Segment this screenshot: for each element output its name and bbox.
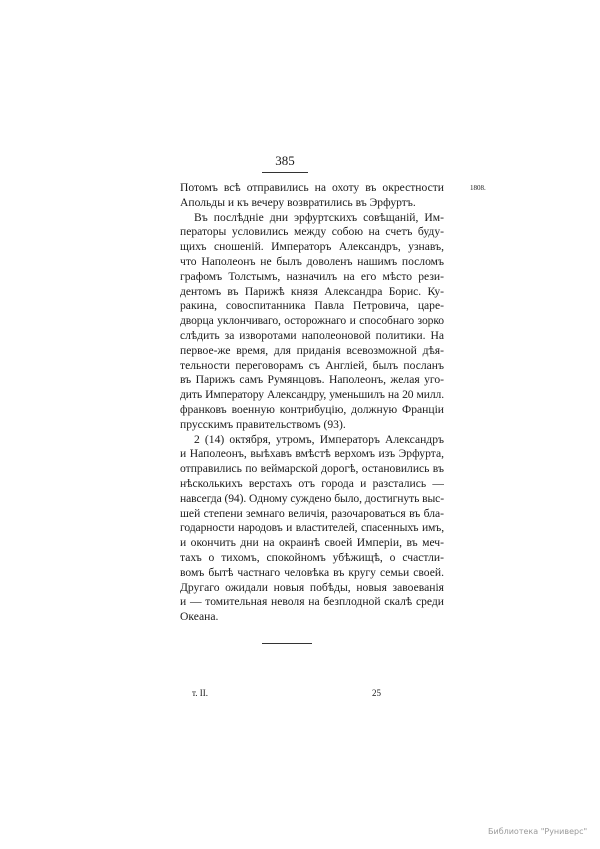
text-line: графомъ Толстымъ, назначилъ на его мѣсто рези- <box>180 269 444 283</box>
text-line: первое-же время, для приданія всевозможной дѣя- <box>180 343 444 357</box>
text-line: Другаго ожидали новыя побѣды, новыя завоеванія <box>180 580 444 594</box>
text-line: прусскимъ правительствомъ (93). <box>180 417 346 431</box>
text-line: Апольды и къ вечеру возвратились въ Эрфуртъ. <box>180 195 416 209</box>
footer-volume: т. II. <box>192 688 209 698</box>
text-line: дворца уклончиваго, осторожнаго и способнаго зорко <box>180 314 444 328</box>
text-line: 2 (14) октября, утромъ, Императоръ Александръ <box>194 432 444 446</box>
text-line: и — томительная неволя на безплодной скалѣ среди <box>180 595 444 609</box>
text-line: дентомъ въ Парижѣ князя Александра Борис. Ку- <box>180 284 444 298</box>
text-line: ракина, совоспитанника Павла Петровича, царе- <box>180 299 444 313</box>
text-line: Въ послѣдніе дни эрфуртскихъ совѣщаній, Им- <box>194 210 444 224</box>
text-line: щихъ сношеній. Императоръ Александръ, узнавъ, <box>180 240 444 254</box>
text-line: отправились по веймарской дорогѣ, остановились въ <box>180 462 444 476</box>
text-line: ператоры условились между собою на счетъ буду- <box>180 225 444 239</box>
body-text <box>180 181 444 625</box>
text-line: въ Парижъ самъ Румянцовъ. Наполеонъ, желая уго- <box>180 373 444 387</box>
text-line: и Наполеонъ, выѣхавъ вмѣстѣ верхомъ изъ Эрфурта, <box>180 447 444 461</box>
text-line: что Наполеонъ не былъ доволенъ нашимъ посломъ <box>180 254 444 268</box>
text-line: вомъ бытѣ частнаго человѣка въ кругу семьи своей. <box>180 565 444 579</box>
text-line: годарности народовъ и властителей, спасенныхъ имъ, <box>180 521 444 535</box>
text-line: навсегда (94). Одному суждено было, достигнуть выс- <box>180 491 444 505</box>
text-line: слѣдить за изворотами наполеоновой политики. На <box>180 328 444 342</box>
library-watermark: Библиотека "Руниверс" <box>488 827 588 836</box>
margin-year-note: 1808. <box>470 184 486 192</box>
text-line: Океана. <box>180 610 219 624</box>
page-number: 385 <box>275 153 295 168</box>
text-line: франковъ военную контрибуцію, должную Франціи <box>180 402 444 416</box>
text-line: и окончить дни на окраинѣ своей Имперіи, въ меч- <box>180 536 444 550</box>
text-line: нѣсколькихъ верстахъ отъ города и разстались — <box>180 476 444 490</box>
text-line: шей степени земнаго величія, разочароваться въ бла- <box>180 506 444 520</box>
header-rule <box>262 172 308 173</box>
text-line: дить Императору Александру, уменьшилъ на 20 милл. <box>180 388 444 402</box>
footer-signature: 25 <box>372 688 381 698</box>
text-line: Потомъ всѣ отправились на охоту въ окрестности <box>180 181 444 194</box>
text-line: тельности переговорамъ съ Англіей, былъ посланъ <box>180 358 444 372</box>
text-line: тахъ о тихомъ, спокойномъ убѣжищѣ, о счастли- <box>180 550 444 564</box>
end-rule <box>262 643 312 644</box>
